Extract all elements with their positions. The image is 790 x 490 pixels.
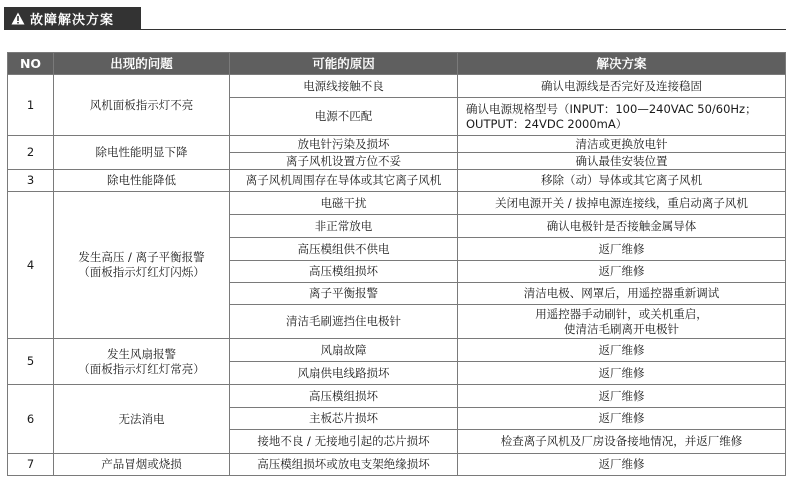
solution-cell: 返厂维修 [458, 408, 786, 430]
solution-cell: 清洁或更换放电针 [458, 136, 786, 153]
solution-cell: 检查离子风机及厂房设备接地情况，并返厂维修 [458, 430, 786, 454]
table-row [8, 136, 786, 153]
cause-cell: 风扇故障 [230, 339, 458, 362]
cause-cell: 离子平衡报警 [230, 283, 458, 305]
cause-cell: 主板芯片损坏 [230, 408, 458, 430]
col-header-solution: 解决方案 [458, 53, 786, 75]
table-row [8, 385, 786, 408]
solution-cell: 返厂维修 [458, 261, 786, 283]
table-row [8, 192, 786, 215]
cause-cell: 高压模组供不供电 [230, 238, 458, 261]
cause-cell: 放电针污染及损坏 [230, 136, 458, 153]
cause-cell: 离子风机周围存在导体或其它离子风机 [230, 170, 458, 192]
troubleshooting-table [7, 52, 786, 476]
problem-cell: 风机面板指示灯不亮 [54, 75, 230, 136]
row-number: 1 [8, 75, 54, 136]
header-rule [4, 29, 786, 30]
solution-cell: 确认电极针是否接触金属导体 [458, 215, 786, 238]
cause-cell: 高压模组损坏或放电支架绝缘损坏 [230, 454, 458, 476]
solution-cell: 返厂维修 [458, 385, 786, 408]
problem-cell: 发生风扇报警 （面板指示灯红灯常亮） [54, 339, 230, 385]
table-row [8, 75, 786, 98]
cause-cell: 高压模组损坏 [230, 261, 458, 283]
solution-cell: 返厂维修 [458, 339, 786, 362]
solution-cell: 确认电源规格型号（INPUT：100—240VAC 50/60Hz； OUTPUT：24VDC 2000mA） [458, 98, 786, 136]
problem-cell: 产品冒烟或烧损 [54, 454, 230, 476]
col-header-problem: 出现的问题 [54, 53, 230, 75]
solution-cell: 确认最佳安装位置 [458, 153, 786, 170]
cause-cell: 接地不良 / 无接地引起的芯片损坏 [230, 430, 458, 454]
cause-cell: 高压模组损坏 [230, 385, 458, 408]
table-header-row [8, 53, 786, 75]
cause-cell: 电磁干扰 [230, 192, 458, 215]
solution-cell: 确认电源线是否完好及连接稳固 [458, 75, 786, 98]
warning-triangle-icon [11, 12, 25, 25]
solution-cell: 返厂维修 [458, 362, 786, 385]
solution-cell: 返厂维修 [458, 454, 786, 476]
cause-cell: 清洁毛刷遮挡住电极针 [230, 305, 458, 339]
section-title: 故障解决方案 [30, 12, 115, 28]
table-row [8, 454, 786, 476]
row-number: 6 [8, 385, 54, 454]
solution-cell: 返厂维修 [458, 238, 786, 261]
table-row [8, 170, 786, 192]
row-number: 5 [8, 339, 54, 385]
problem-cell: 无法消电 [54, 385, 230, 454]
row-number: 7 [8, 454, 54, 476]
col-header-no: NO [8, 53, 54, 75]
solution-cell: 关闭电源开关 / 拔掉电源连接线，重启动离子风机 [458, 192, 786, 215]
row-number: 4 [8, 192, 54, 339]
cause-cell: 风扇供电线路损坏 [230, 362, 458, 385]
cause-cell: 电源不匹配 [230, 98, 458, 136]
row-number: 3 [8, 170, 54, 192]
row-number: 2 [8, 136, 54, 170]
cause-cell: 电源线接触不良 [230, 75, 458, 98]
problem-cell: 除电性能明显下降 [54, 136, 230, 170]
solution-cell: 用遥控器手动刷针，或关机重启， 使清洁毛刷离开电极针 [458, 305, 786, 339]
problem-cell: 发生高压 / 离子平衡报警 （面板指示灯红灯闪烁） [54, 192, 230, 339]
solution-cell: 清洁电极、网罩后，用遥控器重新调试 [458, 283, 786, 305]
table-body [8, 75, 786, 476]
table-row [8, 339, 786, 362]
section-header [4, 7, 141, 29]
cause-cell: 离子风机设置方位不妥 [230, 153, 458, 170]
cause-cell: 非正常放电 [230, 215, 458, 238]
solution-cell: 移除（动）导体或其它离子风机 [458, 170, 786, 192]
problem-cell: 除电性能降低 [54, 170, 230, 192]
col-header-cause: 可能的原因 [230, 53, 458, 75]
